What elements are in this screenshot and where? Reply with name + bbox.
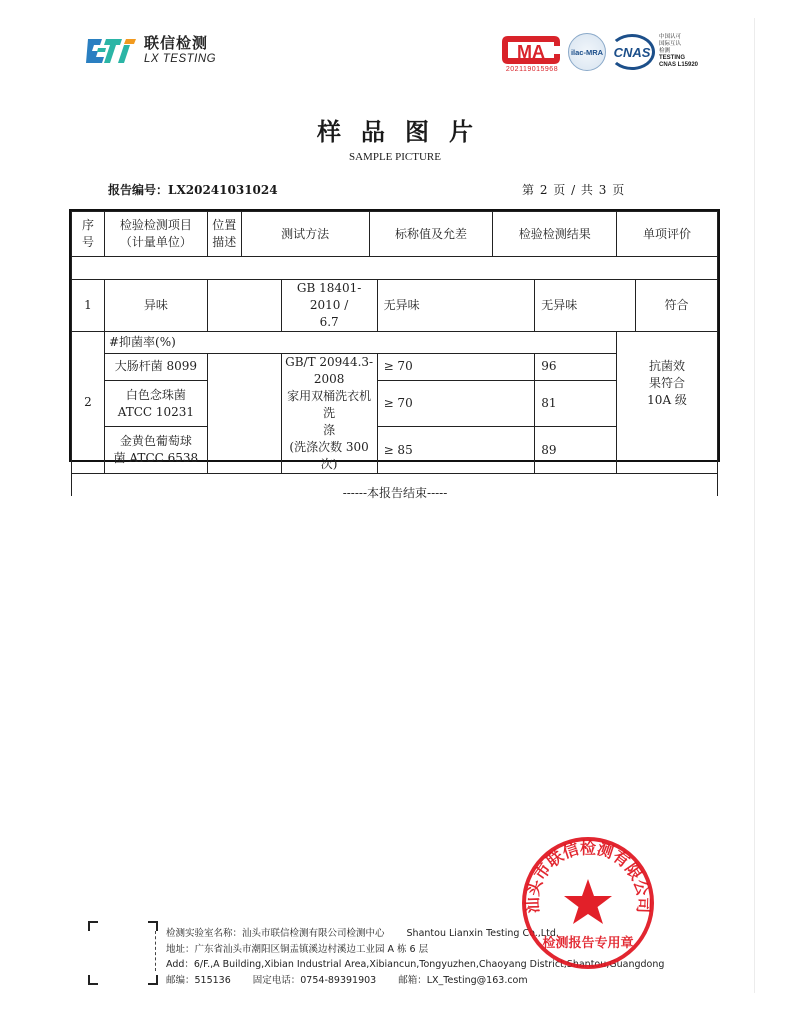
- subrow-item: 金黄色葡萄球 菌 ATCC 6538: [104, 427, 207, 474]
- header-seq: 序 号: [72, 212, 105, 257]
- row2-method: GB/T 20944.3-2008 家用双桶洗衣机洗 涤 (洗涤次数 300 次): [281, 354, 377, 474]
- cnas-side-text: [659, 34, 698, 69]
- table-subrow: [72, 427, 718, 474]
- cnas-line: CNAS L15920: [659, 62, 699, 68]
- footer-address-en: Add：6/F.,A Building,Xibian Industrial Area,Xibiancun,Tongyuzhen,Chaoyang District,Shantou,Guangdong: [166, 959, 665, 970]
- star-icon: [564, 879, 612, 924]
- row1-position: [207, 280, 281, 332]
- qr-frame-corner: [88, 921, 98, 931]
- subrow-item: 大肠杆菌 8099: [104, 354, 207, 381]
- results-table: [69, 209, 720, 471]
- logo-name-en: LX TESTING: [144, 53, 217, 66]
- subrow-result: 96: [535, 354, 636, 381]
- row1-method: GB 18401-2010 / 6.7: [281, 280, 377, 332]
- row2-position: [207, 354, 281, 474]
- subrow-result: 89: [535, 427, 636, 474]
- subrow-standard: ≥ 70: [377, 380, 535, 427]
- cnas-label: CNAS: [613, 44, 651, 60]
- cnas-line: TESTING: [659, 55, 686, 61]
- page-title: 样品图片: [317, 117, 493, 146]
- svg-text:MA: MA: [517, 42, 545, 62]
- row1-standard: 无异味: [377, 280, 535, 332]
- header-method: 测试方法: [241, 212, 369, 257]
- subrow-standard: ≥ 70: [377, 354, 535, 381]
- cnas-line: 中国认可: [659, 34, 682, 40]
- header-item: 检验检测项目 （计量单位）: [104, 212, 207, 257]
- table-header-row: [72, 212, 718, 257]
- header-position: 位置 描述: [207, 212, 241, 257]
- row2-seq: 2: [72, 332, 105, 474]
- ilac-mra-icon: [568, 33, 606, 71]
- row1-seq: 1: [72, 280, 105, 332]
- subrow-standard: ≥ 85: [377, 427, 535, 474]
- footer-lab-name: 检测实验室名称：汕头市联信检测有限公司检测中心: [166, 928, 385, 939]
- row2-group-label: #抑菌率(%): [104, 332, 616, 354]
- qr-frame-corner: [148, 975, 158, 985]
- ilac-label: ilac-MRA: [570, 47, 604, 57]
- official-seal: [520, 835, 656, 971]
- table-row: [72, 280, 718, 332]
- footer-phone: 固定电话：0754-89391903: [252, 974, 377, 986]
- table-subrow: [72, 354, 718, 381]
- header-standard: 标称值及允差: [369, 212, 493, 257]
- subrow-result: 81: [535, 380, 636, 427]
- cnas-line: 检测: [659, 48, 671, 54]
- cnas-line: 国际互认: [659, 41, 682, 47]
- page-edge-line: [754, 18, 755, 993]
- footer-address-cn: 地址：广东省汕头市潮阳区铜盂镇溪边村溪边工业园 A 栋 6 层: [166, 943, 429, 955]
- row1-evaluation: 符合: [636, 280, 718, 332]
- footer-postcode: 邮编：515136: [166, 974, 231, 986]
- logo-name-cn: 联信检测: [144, 34, 209, 53]
- row1-result: 无异味: [535, 280, 636, 332]
- table-spacer-row: [72, 257, 718, 280]
- qr-frame-dash: [155, 931, 156, 971]
- report-end-marker: ------本报告结束-----: [342, 486, 448, 500]
- seal-bottom-text: 检测报告专用章: [542, 936, 634, 951]
- row1-item: 异味: [104, 280, 207, 332]
- row2-evaluation: 抗菌效 果符合 10A 级: [617, 332, 718, 474]
- header-result: 检验检测结果: [493, 212, 617, 257]
- page-number: 第 2 页 / 共 3 页: [522, 183, 626, 197]
- footer-lab-name-en: Shantou Lianxin Testing Co.,Ltd.: [406, 928, 559, 939]
- page-subtitle: SAMPLE PICTURE: [349, 151, 441, 163]
- company-logo: [84, 34, 216, 68]
- cma-number: 202119015968: [505, 66, 559, 73]
- header-evaluation: 单项评价: [617, 212, 718, 257]
- table-row: [72, 332, 718, 354]
- qr-frame-corner: [88, 975, 98, 985]
- subrow-item: 白色念珠菌 ATCC 10231: [104, 380, 207, 427]
- footer-email: 邮箱：LX_Testing@163.com: [398, 974, 528, 986]
- qr-frame-corner: [148, 921, 158, 931]
- report-number: 报告编号：LX20241031024: [108, 183, 278, 197]
- cnas-icon: [609, 34, 655, 70]
- seal-arc-text: 汕头市联信检测有限公司: [522, 838, 654, 914]
- table-subrow: [72, 380, 718, 427]
- ltt-logo-icon: [84, 37, 138, 65]
